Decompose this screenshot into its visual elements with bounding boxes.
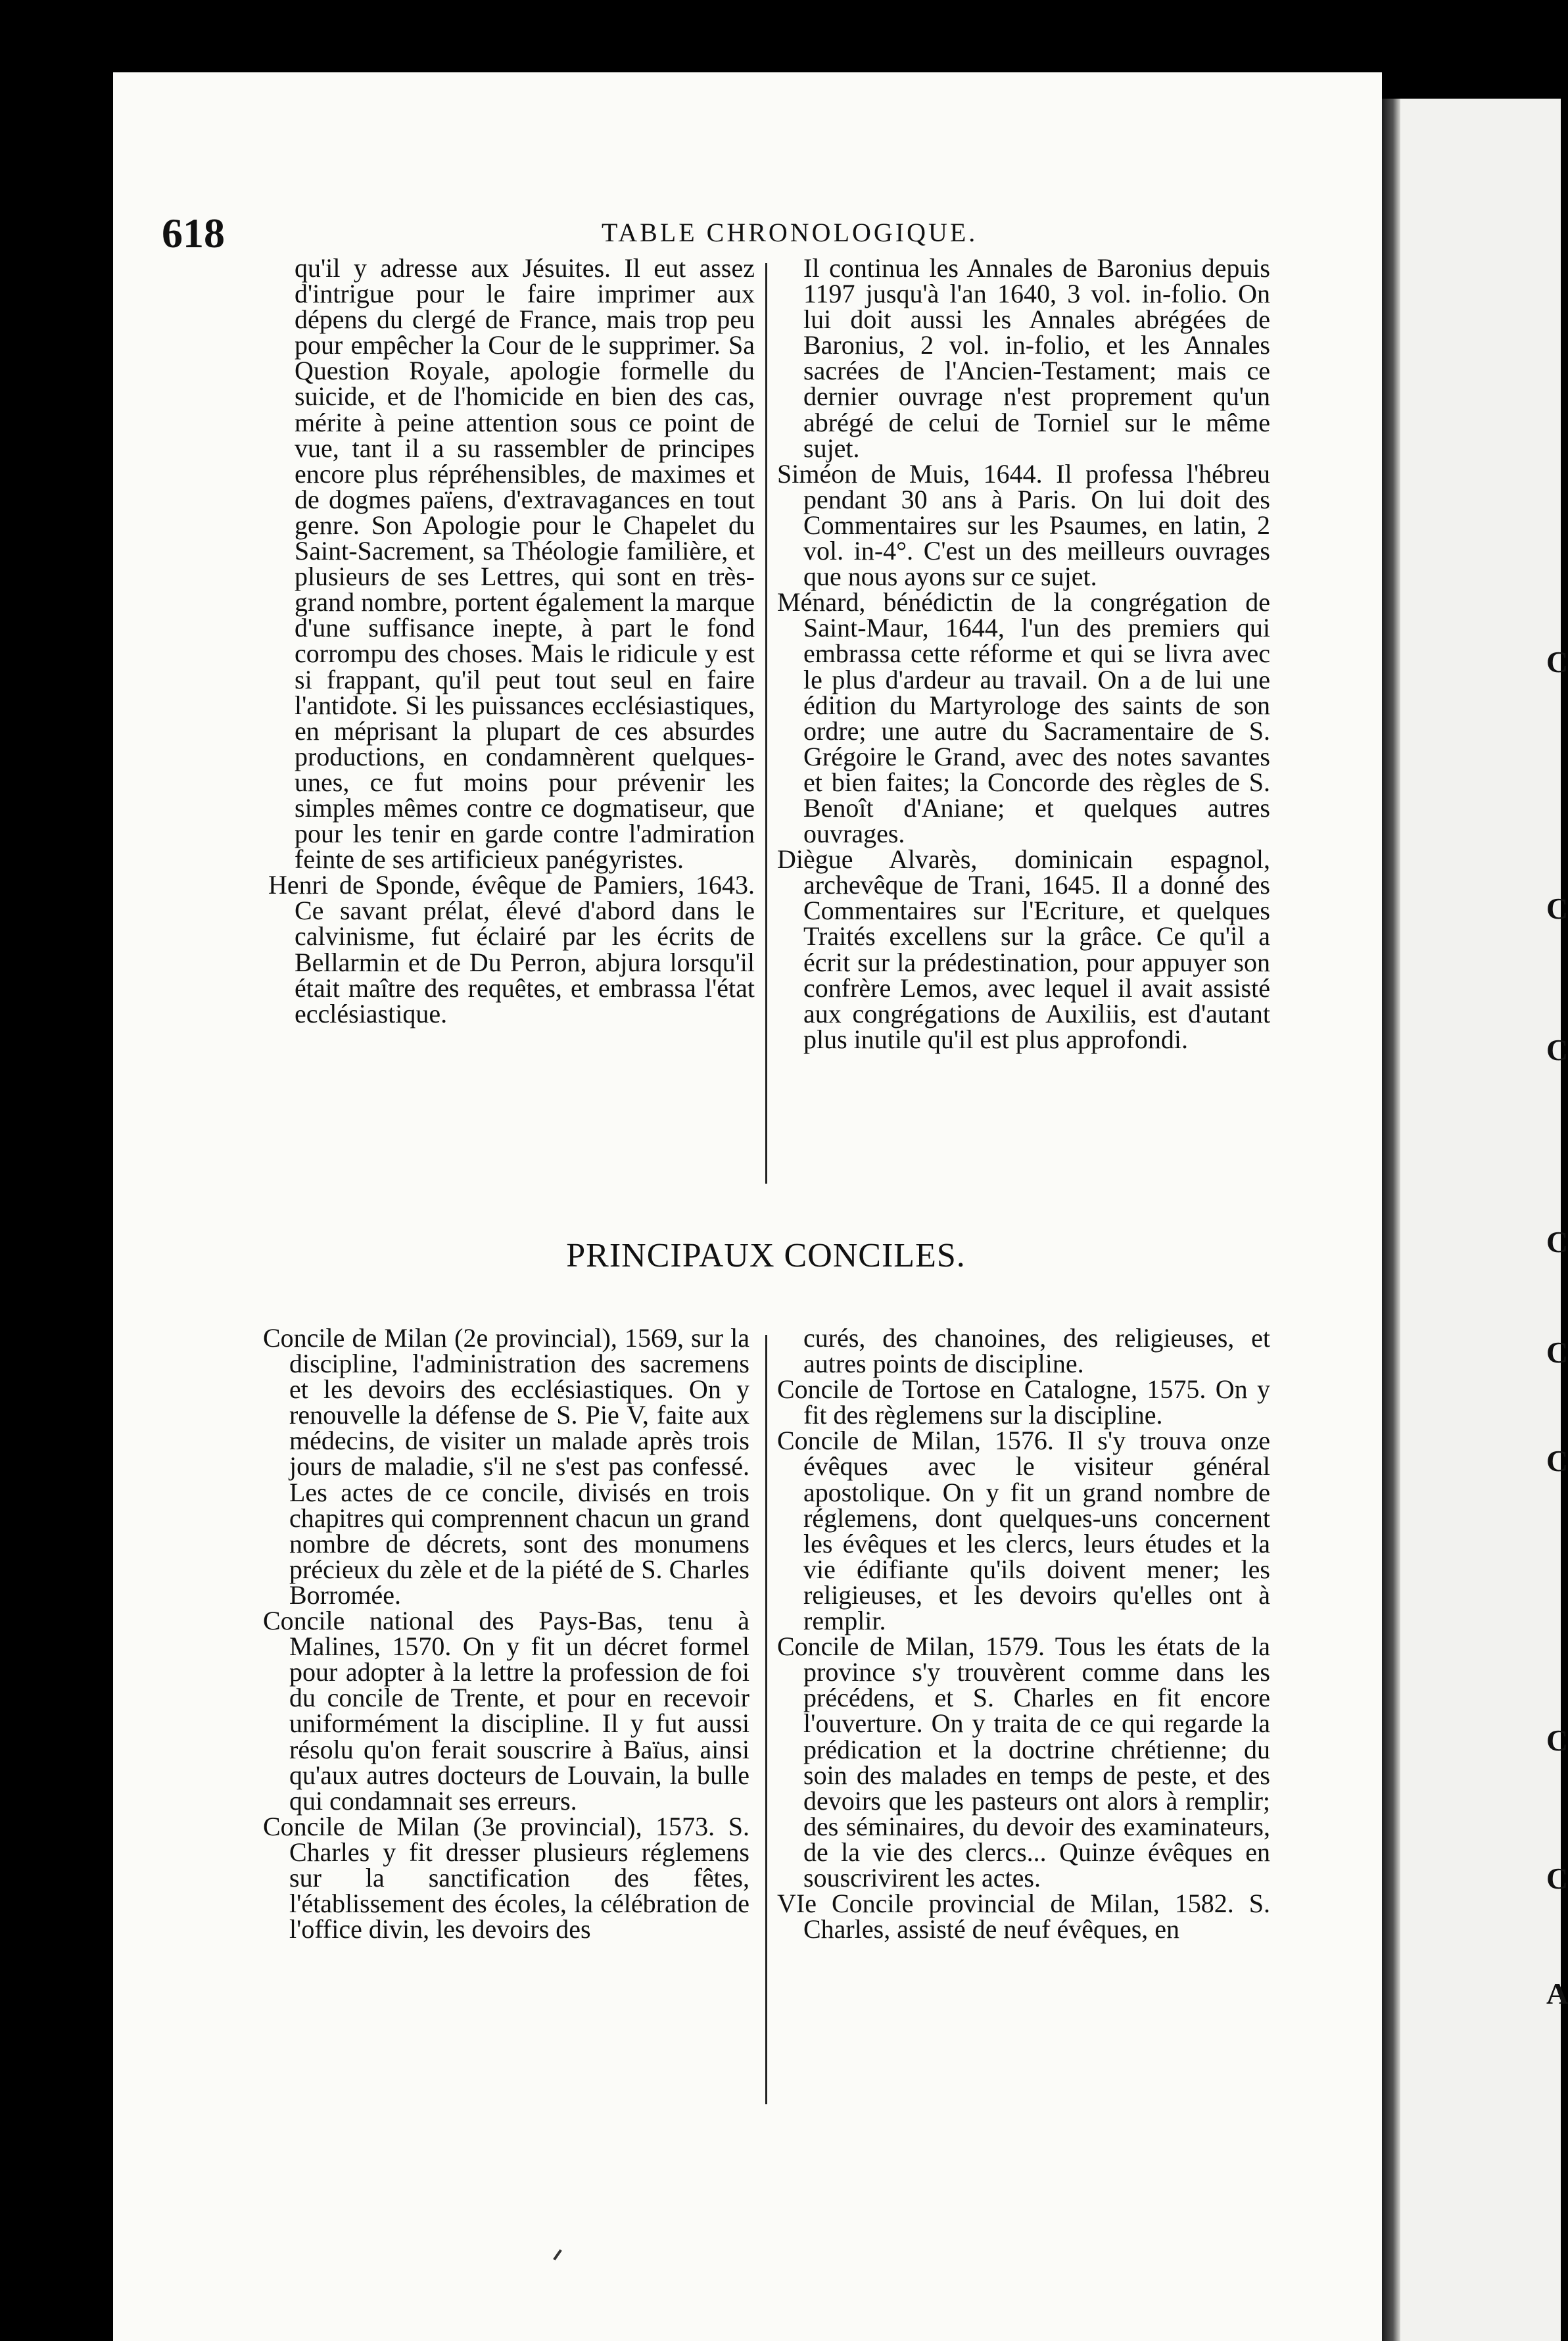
chronology-entry: Siméon de Muis, 1644. Il professa l'hébreu pendant 30 ans à Paris. On lui doit des Commentaires sur les Psaumes, en latin, 2 vol. in-4°. C'est un des meilleurs ouvrages que nous ayons sur ce sujet. xyxy=(777,458,1270,592)
facing-page xyxy=(1382,99,1568,2341)
facing-page-letter: C xyxy=(1546,1444,1568,1478)
scan-border-top xyxy=(0,0,1561,72)
chronology-entry: Concile de Tortose en Catalogne, 1575. On y fit des règlemens sur la discipline. xyxy=(777,1374,1270,1430)
column-bottom-right xyxy=(777,1325,1270,1942)
continued-paragraph: Il continua les Annales de Baronius depuis 1197 jusqu'à l'an 1640, 3 vol. in-folio. On lui doit aussi les Annales abrégées de Baronius, 2 vol. in-folio, et les Annales sacrées de l'Ancien-Testament; mais ce dernier ouvrage n'est proprement qu'un abrégé de celui de Torniel sur le même sujet. xyxy=(803,253,1270,463)
column-bottom-left xyxy=(263,1325,749,1942)
facing-page-letter: C xyxy=(1546,1225,1568,1259)
facing-page-letter: C xyxy=(1546,1033,1568,1067)
chronology-entry: Concile national des Pays-Bas, tenu à Malines, 1570. On y fit un décret formel pour adopter à la lettre la profession de foi du concile de Trente, et pour en recevoir uniformément la discipline. Il y fut aussi résolu qu'on ferait souscrire à Baïus, ainsi qu'aux autres docteurs de Louvain, la bulle qui condamnait ses erreurs. xyxy=(263,1606,749,1816)
running-head: TABLE CHRONOLOGIQUE. xyxy=(602,218,978,247)
facing-page-letter: C xyxy=(1546,645,1568,679)
column-rule xyxy=(765,263,767,1184)
facing-page-letter: C xyxy=(1546,1336,1568,1369)
chronology-entry: Concile de Milan (3e provincial), 1573. S. Charles y fit dresser plusieurs réglemens sur la sanctification des fêtes, l'établissement des écoles, la célébration de l'office divin, les devoirs des xyxy=(263,1811,749,1944)
chronology-entry: Henri de Sponde, évêque de Pamiers, 1643. Ce savant prélat, élevé d'abord dans le calvinisme, fut éclairé par les écrits de Bellarmin et de Du Perron, abjura lorsqu'il était maître des requêtes, et embrassa l'état ecclésiastique. xyxy=(268,870,755,1028)
book-gutter xyxy=(1382,99,1400,2341)
column-top-left xyxy=(268,255,755,1026)
facing-page-letter: A xyxy=(1546,1977,1568,2010)
chronology-entry: Concile de Milan (2e provincial), 1569, sur la discipline, l'administration des sacremens et les devoirs des ecclésiastiques. On y renouvelle la défense de S. Pie V, faite aux médecins, de visiter un malade après trois jours de maladie, s'il ne s'est pas confessé. Les actes de ce concile, divisés en trois chapitres qui comprennent chacun un grand nombre de décrets, sont des monumens précieux du zèle et de la piété de S. Charles Borromée. xyxy=(263,1323,749,1610)
facing-page-letter: C xyxy=(1546,892,1568,925)
chronology-entry: Ménard, bénédictin de la congrégation de Saint-Maur, 1644, l'un des premiers qui embrassa cette réforme et qui se livra avec le plus d'ardeur au travail. On a de lui une édition du Martyrologe des saints de son ordre; une autre du Sacramentaire de S. Grégoire le Grand, avec des notes savantes et bien faites; la Concorde des règles de S. Benoît d'Aniane; et quelques autres ouvrages. xyxy=(777,587,1270,849)
column-top-right xyxy=(777,255,1270,1052)
column-rule xyxy=(765,1335,767,2104)
chronology-entry: Diègue Alvarès, dominicain espagnol, archevêque de Trani, 1645. Il a donné des Commentaires sur l'Ecriture, et quelques Traités excellens sur la grâce. Ce qu'il a écrit sur la prédestination, pour appuyer son confrère Lemos, avec lequel il avait assisté aux congrégations de Auxiliis, est d'autant plus inutile qu'il est plus approfondi. xyxy=(777,844,1270,1054)
facing-page-letter: C xyxy=(1546,1862,1568,1895)
page-number: 618 xyxy=(162,210,225,256)
chronology-entry: Concile de Milan, 1579. Tous les états de la province s'y trouvèrent comme dans les précédens, et S. Charles en fit encore l'ouverture. On y traita de ce qui regarde la prédication et la doctrine chrétienne; du soin des malades en temps de peste, et des devoirs que les pasteurs ont alors à remplir; des séminaires, du devoir des examinateurs, de la vie des clercs... Quinze évêques en souscrivirent les actes. xyxy=(777,1631,1270,1893)
chronology-entry: VIe Concile provincial de Milan, 1582. S. Charles, assisté de neuf évêques, en xyxy=(777,1889,1270,1944)
chronology-entry: Concile de Milan, 1576. Il s'y trouva onze évêques avec le visiteur général apostolique. On y fit un grand nombre de réglemens, dont quelques-uns concernent les évêques et les clercs, leurs études et la vie édifiante qu'ils doivent mener; les religieuses, et les devoirs qu'elles ont à remplir. xyxy=(777,1426,1270,1636)
continued-paragraph: curés, des chanoines, des religieuses, et autres points de discipline. xyxy=(803,1323,1270,1379)
continued-paragraph: qu'il y adresse aux Jésuites. Il eut assez d'intrigue pour le faire imprimer aux dépens du clergé de France, mais trop peu pour empêcher la Cour de le supprimer. Sa Question Royale, apologie formelle du suicide, et de l'homicide en bien des cas, mérite à peine attention sous ce point de vue, tant il a su rassembler de principes encore plus répréhensibles, de maximes et de dogmes païens, d'extravagances en tout genre. Son Apologie pour le Chapelet du Saint-Sacrement, sa Théologie familière, et plusieurs de ses Lettres, qui sont en très-grand nombre, portent également la marque d'une suffisance inepte, à part le fond corrompu des choses. Mais le ridicule y est si frappant, qu'il peut tout seul en faire l'antidote. Si les puissances ecclésiastiques, en méprisant la plupart de ces absurdes productions, en condamnèrent quelques-unes, ce fut moins pour prévenir les simples mêmes contre ce dogmatiseur, que pour les tenir en garde contre l'admiration feinte de ses artificieux panégyristes. xyxy=(295,253,755,875)
section-heading: PRINCIPAUX CONCILES. xyxy=(566,1237,966,1274)
facing-page-letter: C xyxy=(1546,1724,1568,1757)
